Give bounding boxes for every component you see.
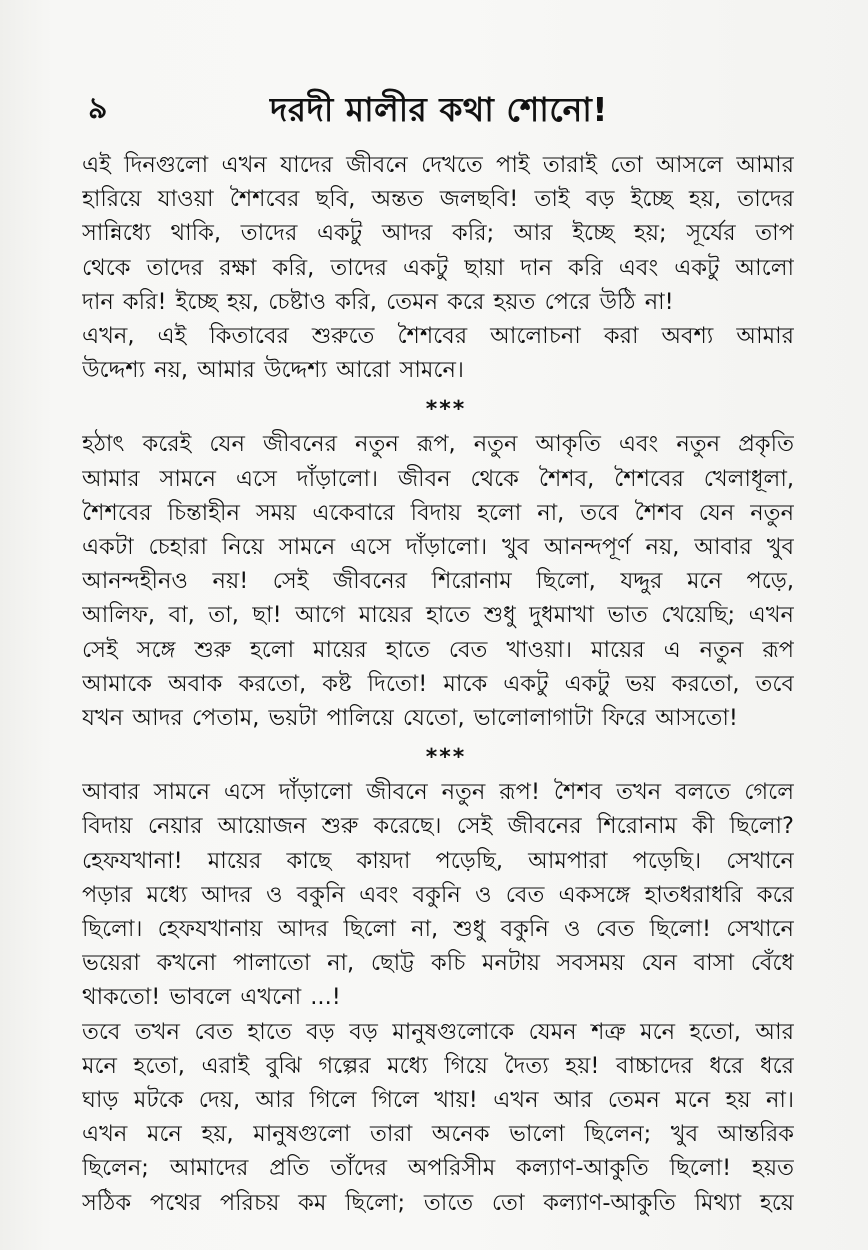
text-line: থাকতো! ভাবলে এখনো ...! — [82, 984, 341, 1011]
text-line: ভয়েরা কখনো পালাতো না, ছোট্ট কচি মনটায় সবসময় যেন বাসা বেঁধে — [82, 950, 794, 977]
text-line: যখন আদর পেতাম, ভয়টা পালিয়ে যেতো, ভালোলাগাটা ফিরে আসতো! — [82, 705, 738, 732]
section-separator: *** — [425, 397, 467, 423]
text-line: দান করি! ইচ্ছে হয়, চেষ্টাও করি, তেমন করে হয়ত পেরে উঠি না! — [82, 288, 674, 315]
page-header — [0, 82, 868, 132]
page-number: ৯ — [88, 91, 108, 126]
text-line: আমার সামনে এসে দাঁড়ালো। জীবন থেকে শৈশব, শৈশবের খেলাধূলা, — [82, 465, 794, 492]
text-line: থেকে তাদের রক্ষা করি, তাদের একটু ছায়া দান করি এবং একটু আলো — [82, 254, 794, 281]
text-line: শৈশবের চিন্তাহীন সময় একেবারে বিদায় হলো না, তবে শৈশব যেন নতুন — [82, 499, 794, 526]
text-line: সান্নিধ্যে থাকি, তাদের একটু আদর করি; আর ইচ্ছে হয়; সূর্যের তাপ — [82, 220, 794, 247]
text-line: তবে তখন বেত হাতে বড় বড় মানুষগুলোকে যেমন শত্রু মনে হতো, আর — [82, 1018, 794, 1045]
text-line: এই দিনগুলো এখন যাদের জীবনে দেখতে পাই তারাই তো আসলে আমার — [82, 152, 794, 178]
text-line: ছিলো। হেফযখানায় আদর ছিলো না, শুধু বকুনি ও বেত ছিলো! সেখানে — [82, 916, 794, 943]
text-line: ঘাড় মটকে দেয়, আর গিলে গিলে খায়! এখন আর তেমন মনে হয় না। — [82, 1087, 794, 1114]
text-line: আলিফ, বা, তা, ছা! আগে মায়ের হাতে শুধু দুধমাখা ভাত খেয়েছি; এখন — [82, 602, 794, 629]
paragraph — [82, 148, 794, 319]
text-line: সঠিক পথের পরিচয় কম ছিলো; তাতে তো কল্যাণ-আকুতি মিথ্যা হয়ে — [82, 1189, 794, 1216]
text-line: ছিলেন; আমাদের প্রতি তাঁদের অপরিসীম কল্যাণ-আকুতি ছিলো! হয়ত — [82, 1155, 794, 1182]
text-line: বিদায় নেয়ার আয়োজন শুরু করেছে। সেই জীবনের শিরোনাম কী ছিলো? — [82, 813, 794, 840]
text-line: আবার সামনে এসে দাঁড়ালো জীবনে নতুন রূপ! শৈশব তখন বলতে গেলে — [82, 779, 794, 806]
text-line: এখন মনে হয়, মানুষগুলো তারা অনেক ভালো ছিলেন; খুব আন্তরিক — [82, 1121, 794, 1148]
paragraph — [82, 775, 794, 1014]
chapter-title: দরদী মালীর কথা শোনো! — [270, 90, 608, 129]
text-line: একটা চেহারা নিয়ে সামনে এসে দাঁড়ালো। খুব আনন্দপূর্ণ নয়, আবার খুব — [82, 534, 794, 561]
paragraph — [82, 319, 794, 387]
paragraph — [82, 1015, 794, 1220]
paragraph — [82, 427, 794, 735]
text-line: আমাকে অবাক করতো, কষ্ট দিতো! মাকে একটু একটু ভয় করতো, তবে — [82, 670, 794, 697]
text-line: সেই সঙ্গে শুরু হলো মায়ের হাতে বেত খাওয়া। মায়ের এ নতুন রূপ — [82, 636, 794, 663]
section-separator: *** — [425, 745, 467, 771]
text-line: আনন্দহীনও নয়! সেই জীবনের শিরোনাম ছিলো, যদ্দুর মনে পড়ে, — [82, 568, 794, 595]
text-line: হারিয়ে যাওয়া শৈশবের ছবি, অন্তত জলছবি! তাই বড় ইচ্ছে হয়, তাদের — [82, 186, 794, 213]
text-line: এখন, এই কিতাবের শুরুতে শৈশবের আলোচনা করা অবশ্য আমার — [82, 323, 794, 350]
text-line: উদ্দেশ্য নয়, আমার উদ্দেশ্য আরো সামনে। — [82, 357, 464, 384]
body-text — [82, 148, 794, 1220]
text-line: মনে হতো, এরাই বুঝি গল্পের মধ্যে গিয়ে দৈত্য হয়! বাচ্চাদের ধরে ধরে — [82, 1052, 794, 1079]
text-line: পড়ার মধ্যে আদর ও বকুনি এবং বকুনি ও বেত একসঙ্গে হাতধরাধরি করে — [82, 881, 794, 908]
text-line: হেফযখানা! মায়ের কাছে কায়দা পড়েছি, আমপারা পড়েছি। সেখানে — [82, 847, 794, 874]
text-line: হঠাৎ করেই যেন জীবনের নতুন রূপ, নতুন আকৃতি এবং নতুন প্রকৃতি — [82, 431, 794, 458]
